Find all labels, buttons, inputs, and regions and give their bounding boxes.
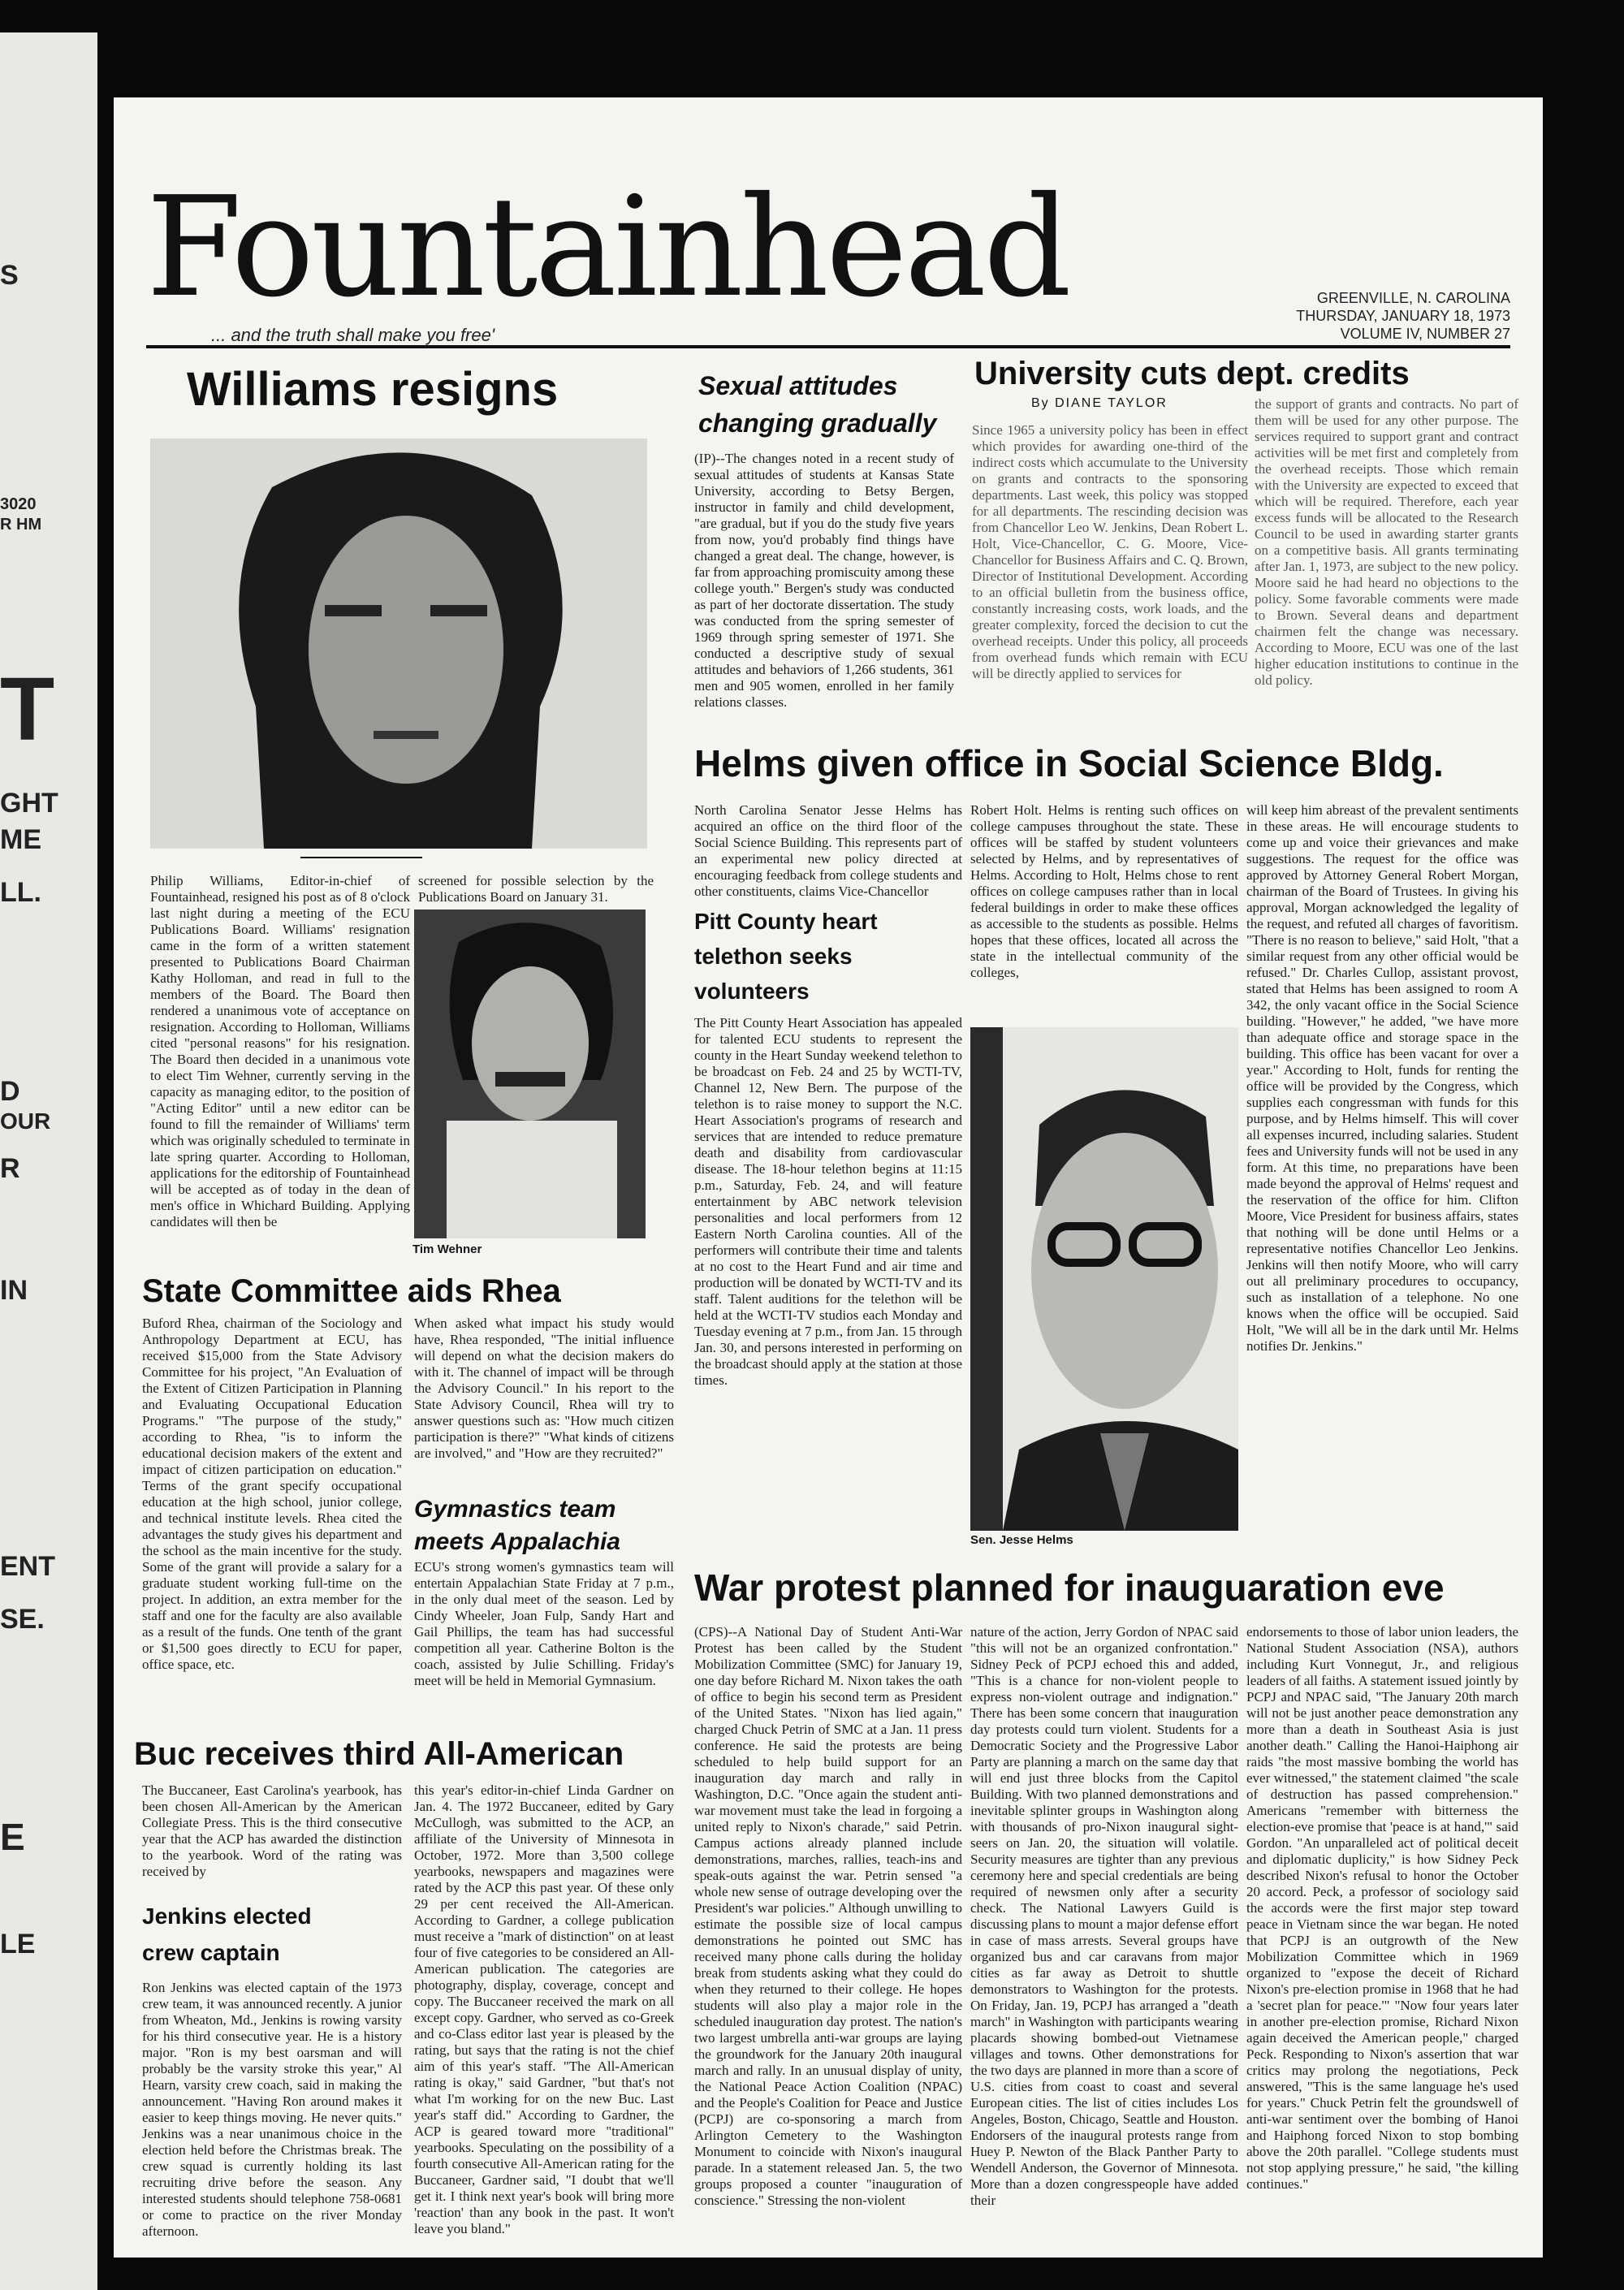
buc-body-col1: The Buccaneer, East Carolina's yearbook, has been chosen All-American by the American Collegiate Press. This is the third consecutive year that the ACP has awarded the distinction to the yearbook. Word of the rating was received by: [142, 1782, 402, 1879]
photo-rule: [300, 857, 422, 858]
war-body-col2: nature of the action, Jerry Gordon of NPAC said "this will not be an organized confrontation." Sidney Peck of PCPJ echoed this and added, "This is a chance for non-violent people to express non-violent outrage and indignation." There has been some concern that inauguration day protests could turn violent. Students for a Democratic Society and the Progressive Labor Party are planning a march on the same day that will end just three blocks from the Capitol Building. With two planned demonstrations and inevitable splinter groups in Washington along with thousands of pro-Nixon inaugural sight-seers on Jan. 20, the situation will volatile. Security measures are tighter than any previous ceremony here and special credentials are being required of newsmen only after a security check. The National Lawyers Guild is discussing plans to mount a major defense effort in case of mass arrests. Several groups have organized bus and car caravans from major cities as far away as Detroit to shuttle demonstrators to Washington for the protests. On Friday, Jan. 19, PCPJ has arranged a "death march" in Washington with participants wearing placards showing bombed-out Vietnamese villages and towns. Other demonstrations for the two days are planned in more than a score of U.S. cities from coast to coast and several European cities. The list of cities includes Los Angeles, Boston, Chicago, Seattle and Houston. Endorsers of the inaugural protests range from Huey P. Newton of the Black Panther Party to Wendell Anderson, the Governor of Minnesota. More than a dozen congresspeople have added their: [970, 1624, 1238, 2208]
university-body-col1: Since 1965 a university policy has been in effect which provides for awarding one-third of the indirect costs which accumulate to the University on grants and contracts to the sponsoring departments. Last week, this policy was stopped for all departments. The rescinding decision was from Chancellor Leo W. Jenkins, Dean Robert L. Holt, Vice-Chancellor, C. G. Moore, Vice-Chancellor for Business Affairs and C. Q. Brown, Director of Institutional Development. According to an official bulletin from the business office, constantly increasing costs, work loads, and the greater complexity, forced the decision to cut the overhead receipts. Under this policy, all proceeds from overhead funds which remain with ECU will be directly applied to services for: [972, 422, 1248, 681]
williams-photo: [150, 439, 647, 849]
location: GREENVILLE, N. CAROLINA: [1316, 290, 1510, 306]
jenkins-body: Ron Jenkins was elected captain of the 1973 crew team, it was announced recently. A junior from Wheaton, Md., Jenkins is rowing varsity for his third consecutive year. He is a history major. "Ron is my best oarsman and will probably be the varsity stroke this year," Al Hearn, varsity crew coach, said in making the announcement. "Having Ron around makes it easier to keep things moving. He never quits." Jenkins was a near unanimous choice in the election held before the Christmas break. The crew squad is currently holding its last recruiting drive before the season. Any interested students should telephone 758-0681 or come to practice on the river Monday afternoon.: [142, 1980, 402, 2239]
strip-text: 3020: [0, 495, 37, 513]
strip-text: LL.: [0, 877, 41, 908]
masthead-title: Fountainhead: [146, 167, 1069, 328]
rhea-body-col1: Buford Rhea, chairman of the Sociology and Anthropology Department at ECU, has received $15,000 from the State Advisory Committee for his project, "An Evaluation of the Extent of Citizen Participation in Planning and Evaluating Occupational Education Programs." "The purpose of the study," according to Rhea, "is to inform the educational decision makers of the extent and impact of citizen participation on education." Terms of the grant specify occupational education at the high school, junior college, and technical institute levels. Rhea cited the advantages the study gives his department and the school as the main incentive for the study. Some of the grant will provide a salary for a graduate student working full-time on the project. In addition, an extra member for the staff and one for the faculty are also available as a result of the funds. One tenth of the grant or $1,500 goes directly to ECU for paper, office space, etc.: [142, 1316, 402, 1672]
strip-text: IN: [0, 1275, 28, 1306]
portrait-image: [150, 439, 647, 849]
masthead-rule: [146, 345, 1510, 348]
portrait-image: [970, 1027, 1238, 1531]
strip-text: SE.: [0, 1604, 45, 1635]
helms-body-col1: North Carolina Senator Jesse Helms has acquired an office on the third floor of the Social Science Building. This represents part of an experimental new policy directed at encouraging feedback from college students and other constituents, claims Vice-Chancellor: [694, 802, 962, 899]
strip-text: ENT: [0, 1551, 55, 1582]
gymnastics-headline-line1: Gymnastics team: [414, 1496, 616, 1523]
rhea-body-col2: When asked what impact his study would have, Rhea responded, "The initial influence will depend on what the decision makers do with it. The channel of impact will be through the Advisory Council." In his report to the State Advisory Council, Rhea will try to answer questions such as: "How much citizen participation is there?" "What kinds of citizens are involved," and "How are they recruited?": [414, 1316, 674, 1461]
williams-body-col2: screened for possible selection by the Publications Board on January 31.: [418, 873, 654, 905]
jenkins-headline-line1: Jenkins elected: [142, 1903, 312, 1929]
strip-text: R: [0, 1153, 20, 1184]
issue-date: THURSDAY, JANUARY 18, 1973: [1296, 308, 1510, 324]
strip-text: ME: [0, 824, 41, 855]
helms-body-col3: will keep him abreast of the prevalent sentiments in these areas. He will encourage students to come up and voice their grievances and make suggestions. The request for the office was approved by Attorney General Robert Morgan, chairman of the Board of Trustees. In giving his approval, Morgan acknowledged the legality of the request, and refuted all charges of favoritism. "There is no reason to believe," said Holt, "that a similar request from any other official would be refused." Dr. Charles Cullop, assistant provost, stated that Helms has been assigned to room A 342, the only vacant office in the Social Science building. "However," he added, "we have more than adequate office and storage space in the building. This office has been vacant for over a year." According to Holt, funds for renting the office will be provided by the Congress, which supplies each congressman with funds for this purpose, and by Helms himself. This will cover all expenses incurred, including salaries. Student fees and University funds will not be used in any form. At this time, no preparations have been made beyond the approval of Helms' request and the reservation of the office for him. Clifton Moore, Vice President for business affairs, states that nothing will be done until Helms or a representative notifies Chancellor Leo Jenkins. Jenkins will then notify Moore, who will carry out all preliminary procedures to occupancy, such as installation of a telephone. No one knows when the office will be occupied. Said Holt, "We will all be in the dark until Mr. Helms notifies Dr. Jenkins.": [1246, 802, 1518, 1354]
pitt-headline-line1: Pitt County heart: [694, 909, 878, 934]
strip-text: GHT: [0, 788, 58, 819]
sexual-body: (IP)--The changes noted in a recent study of sexual attitudes of students at Kansas State University, according to Betsy Bergen, instructor in family and child development, "are gradual, but if you do the study five years from now, you'd probably find things have changed a great deal. The change, however, is far from approaching promiscuity among these college youth." Bergen's study was conducted as part of her doctorate dissertation. The study was conducted from the spring semester of 1969 through spring semester of 1971. She conducted a descriptive study of sexual attitudes and behaviors of 1,266 students, 361 men and 905 women, enrolled in her family relations classes.: [694, 451, 954, 710]
strip-text: R HM: [0, 516, 42, 534]
jenkins-headline-line2: crew captain: [142, 1940, 280, 1965]
strip-text: T: [0, 659, 55, 759]
sexual-headline-line2: changing gradually: [698, 408, 937, 438]
strip-text: S: [0, 260, 19, 291]
williams-headline: Williams resigns: [187, 363, 559, 416]
williams-body-col1: Philip Williams, Editor-in-chief of Fountainhead, resigned his post as of 8 o'clock last night during a meeting of the ECU Publications Board. Williams' resignation came in the form of a written statement presented to Publications Board Chairman Kathy Holloman, and read in full to the members of the Board. The Board then rendered a unanimous vote of acceptance on resignation. According to Holloman, Williams cited "personal reasons" for his resignation. The Board then decided in a unanimous vote to elect Tim Wehner, currently serving in the capacity as managing editor, to the position of "Acting Editor" until a new editor can be found to fill the remainder of Williams' term which was originally scheduled to terminate in late spring quarter. According to Holloman, applications for the editorship of Fountainhead will be accepted as of today in the dean of men's office in Whichard Building. Applying candidates will then be: [150, 873, 410, 1229]
pitt-body: The Pitt County Heart Association has appealed for talented ECU students to represent the county in the Heart Sunday weekend telethon to be broadcast on Feb. 24 and 25 by WCTI-TV, Channel 12, New Bern. The purpose of the telethon is to raise money to support the N.C. Heart Association's programs of research and services that are intended to reduce premature death and disability from cardiovascular disease. The 18-hour telethon begins at 11:15 p.m., Saturday, Feb. 24, and will feature entertainment by ABC network television personalities and local performers from 12 Eastern North Carolina counties. All of the performers will contribute their time and talents at no cost to the Heart Fund and air time and production will be donated by WCTI-TV and its staff. Talent auditions for the telethon will be held at the WCTI-TV studios each Monday and Tuesday evening at 7 p.m., from Jan. 15 through Jan. 30, and persons interested in performing on the broadcast should apply at the station at those times.: [694, 1015, 962, 1388]
rhea-headline: State Committee aids Rhea: [142, 1273, 561, 1309]
buc-headline: Buc receives third All-American: [134, 1736, 624, 1772]
wehner-caption: Tim Wehner: [412, 1242, 482, 1256]
university-headline: University cuts dept. credits: [974, 356, 1410, 391]
helms-headline: Helms given office in Social Science Bldg.: [694, 742, 1444, 784]
pitt-headline-line3: volunteers: [694, 979, 810, 1004]
adjacent-page-strip: [0, 32, 97, 2290]
university-byline: By DIANE TAYLOR: [1031, 396, 1168, 410]
war-body-col3: endorsements to those of labor union leaders, the National Student Association (NSA), authors including Kurt Vonnegut, Jr., and religious leaders of all faiths. A statement issued jointly by PCPJ and NPAC said, "The January 20th march will not be just another peace demonstration any more than a death in Southeast Asia is just another death." Calling the Hanoi-Haiphong air raids "the most massive bombing the world has ever witnessed," the statement claimed "the scale of destruction has passed comprehension." Americans "remember with bitterness the election-eve promise that 'peace is at hand,'" said Gordon. "An unparalleled act of political deceit and diplomatic duplicity," is how Sidney Peck described Nixon's refusal to honor the October 20 accord. Peck, a professor of sociology said the accords were the first major step toward peace in Vietnam since the war began. He noted that PCPJ is an outgrowth of the New Mobilization Committee which in 1969 organized to "expose the deceit of Richard Nixon's pre-election promise in 1968 that he had a 'secret plan for peace.'" "Now four years later in another pre-election promise, Richard Nixon again deceived the American people," charged Peck. Responding to Nixon's assertion that war critics may prolong the negotiations, Peck answered, "This is the same language he's used for years." Chuck Petrin felt the groundswell of anti-war sentiment over the bombing of Hanoi and Haiphong forced Nixon to stop bombing above the 20th parallel. "College students must not stop applying pressure," he said, "the killing continues.": [1246, 1624, 1518, 2192]
strip-text: LE: [0, 1929, 36, 1959]
war-headline: War protest planned for inauguaration eve: [694, 1566, 1445, 1609]
helms-body-col2: Robert Holt. Helms is renting such offices on college campuses throughout the state. These offices will be staffed by student volunteers selected by Helms, and by representatives of Helms. According to Holt, Helms chose to rent offices on college campuses rather than in local federal buildings in order to make these offices as accessible to the students as possible. Helms hopes that these offices, located all across the state in the intellectual community of the colleges,: [970, 802, 1238, 980]
pitt-headline-line2: telethon seeks: [694, 944, 853, 969]
helms-photo: [970, 1027, 1238, 1531]
strip-text: E: [0, 1816, 25, 1858]
strip-text: D: [0, 1076, 20, 1107]
newspaper-page: [114, 97, 1543, 2258]
war-body-col1: (CPS)--A National Day of Student Anti-War Protest has been called by the Student Mobilization Committee (SMC) for January 19, one day before Richard M. Nixon takes the oath of office to begin his second term as President of the United States. "Nixon has lied again," charged Chuck Petrin of SMC at a Jan. 11 press conference. He said the protests are being scheduled to help build support for an inauguration day march and rally in Washington, D.C. "Once again the student anti-war movement must take the lead in forgoing a united reply to Nixon's charade," said Petrin. Campus actions already planned include demonstrations, marches, rallies, teach-ins and speak-outs against the war. Petrin sensed "a whole new sense of outrage developing over the President's war policies." Although unwilling to estimate the possible size of local campus demonstrations he pointed out SMC has received many phone calls during the holiday break from students asking what they could do when they returned to their college. He hopes students will also play a major role in the scheduled inauguration day protest. The nation's two largest umbrella anti-war groups are laying the groundwork for the January 20th inaugural march and rally. In an unusual display of unity, the National Peace Action Coalition (NPAC) and the People's Coalition for Peace and Justice (PCPJ) are co-sponsoring a march from Arlington Cemetery to the Washington Monument to coincide with Nixon's inaugural parade. In a statement released Jan. 5, the two groups proposed a counter "inauguration of conscience." Stressing the non-violent: [694, 1624, 962, 2208]
portrait-image: [414, 910, 646, 1238]
gymnastics-body: ECU's strong women's gymnastics team will entertain Appalachian State Friday at 7 p.m., in the only dual meet of the season. Led by Cindy Wheeler, Joan Fulp, Sandy Hart and Gail Phillips, the team has had successful competition all year. Catherine Bolton is the coach, assisted by Julie Schilling. Friday's meet will be held in Memorial Gymnasium.: [414, 1559, 674, 1688]
strip-text: OUR: [0, 1108, 51, 1134]
university-body-col2: the support of grants and contracts. No part of them will be used for any other purpose. The services required to support grant and contract activities will be met first and completely from the overhead receipts. Those which remain with the University are expected to exceed that which will be required. Therefore, each year excess funds will be allocated to the Research Council to be used in awarding starter grants on a competitive basis. All grants terminating after Jan. 1, 1973, are subject to the new policy. Moore said he had heard no objections to the policy. Some favorable comments were made to Brown. Several deans and department chairmen felt the change was necessary. According to Moore, ECU was one of the last higher education institutions to continue in the old policy.: [1255, 396, 1518, 688]
wehner-photo: [414, 910, 646, 1238]
buc-body-col2: this year's editor-in-chief Linda Gardner on Jan. 4. The 1972 Buccaneer, edited by Gary McCullogh, was submitted to the ACP, an affiliate of the University of Minnesota in October, 1972. More than 3,500 college yearbooks, newspapers and magazines were rated by the ACP this past year. Of these only 29 per cent received the All-American. According to Gardner, a college publication must receive a "mark of distinction" on at least four of five categories to be considered an All-American publication. The categories are photography, display, coverage, concept and copy. The Buccaneer received the mark on all except copy. Gardner, who served as co-Greek and co-Class editor last year is pleased by the rating, but says that the rating is not the chief aim of this year's staff. "The All-American rating is okay," said Gardner, "but that's not what I'm working for on the new Buc. Last year's staff did." According to Gardner, the ACP is geared toward more "traditional" yearbooks. Speculating on the possibility of a fourth consecutive All-American rating for the Buccaneer, Gardner said, "I doubt that we'll get it. I think next year's book will bring more 'reaction' than any book in the past. It won't leave you bland.": [414, 1782, 674, 2236]
helms-caption: Sen. Jesse Helms: [970, 1533, 1073, 1547]
gymnastics-headline-line2: meets Appalachia: [414, 1528, 620, 1555]
masthead-dateline: [1296, 289, 1510, 343]
masthead-tagline: ... and the truth shall make you free': [211, 325, 495, 345]
sexual-headline-line1: Sexual attitudes: [698, 371, 898, 400]
volume-number: VOLUME IV, NUMBER 27: [1340, 326, 1510, 342]
